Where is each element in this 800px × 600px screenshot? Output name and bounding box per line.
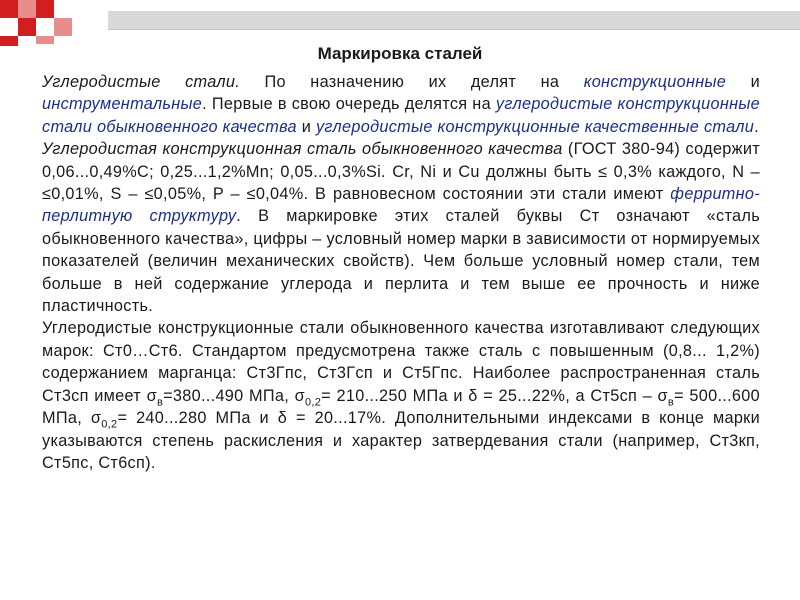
paragraph-1 [42, 71, 760, 138]
text-span: = 500...600 МПа, σ [42, 386, 760, 428]
subscript: 0,2 [304, 395, 322, 408]
text-span: = 210...250 МПа и δ = 25...22%, а Ст5сп – σ [321, 386, 668, 405]
term-ferrite-pearlite: ферритно-перлитную структуру [42, 185, 760, 226]
checker-square [36, 0, 54, 18]
paragraph-3 [42, 317, 760, 474]
checker-square [0, 18, 18, 36]
text-span: Углеродистые конструкционные стали обыкновенного качества изготавливают следующих марок: Ст0…Ст6. Стандартом предусмотрена также сталь с повышенным (0,8... 1,2%) содержанием марганца: Ст3Гпс, Ст3Гсп и Ст5Гпс. Наиболее распространенная сталь Ст3сп имеет σ [42, 319, 760, 405]
slide-title: Маркировка сталей [317, 44, 483, 63]
text-span: =380...490 МПа, σ [163, 386, 305, 405]
header-bar [108, 11, 800, 30]
text-span: . В маркировке этих сталей буквы Ст означают «сталь обыкновенного качества», цифры – условный номер марки в зависимости от нормируемых показателей (величин механических свойств). Чем больше условный номер стали, тем больше в ней содержание углерода и перлита и тем выше ее прочность и ниже пластичность. [42, 207, 761, 316]
text-span: (ГОСТ 380-94) содержит 0,06...0,49%С; 0,25...1,2%Mn; 0,05...0,3%Si. Cr, Ni и Cu должны быть ≤ 0,3% каждого, N – ≤0,01%, S – ≤0,05%, P – ≤0,04%. В равновесном состоянии эти стали имеют [42, 140, 760, 204]
term-quality-steels: углеродистые конструкционные качественные стали [315, 117, 755, 136]
subscript: в [667, 395, 675, 408]
text-span: . Первые в свою очередь делятся на [202, 95, 496, 114]
checker-square [36, 36, 54, 44]
subscript: 0,2 [101, 418, 118, 431]
checker-square [18, 0, 36, 18]
slide-body [42, 71, 760, 474]
term-ordinary-quality: углеродистые конструкционные стали обыкновенного качества [42, 95, 760, 136]
text-span: . [754, 117, 759, 136]
term-ordinary-steel: Углеродистая конструкционная сталь обыкновенного качества [42, 140, 563, 159]
term-structural: конструкционные [583, 73, 727, 91]
checker-square [54, 18, 72, 36]
text-span: = 240...280 МПа и δ = 20...17%. Дополнительными индексами в конце марки указываются степень раскисления и характер затвердевания стали (например, Ст3кп, Ст5пс, Ст6сп). [42, 409, 760, 472]
text-span: и [726, 73, 760, 91]
text-span: По назначению их делят на [240, 73, 584, 91]
header-decoration [0, 0, 800, 40]
subscript: в [156, 395, 164, 408]
text-span: и [296, 117, 316, 136]
checker-square [18, 18, 36, 36]
paragraph-2 [42, 138, 760, 317]
term-carbon-steels: Углеродистые стали. [42, 73, 241, 91]
checker-square [0, 0, 18, 18]
term-tool: инструментальные [42, 95, 203, 114]
